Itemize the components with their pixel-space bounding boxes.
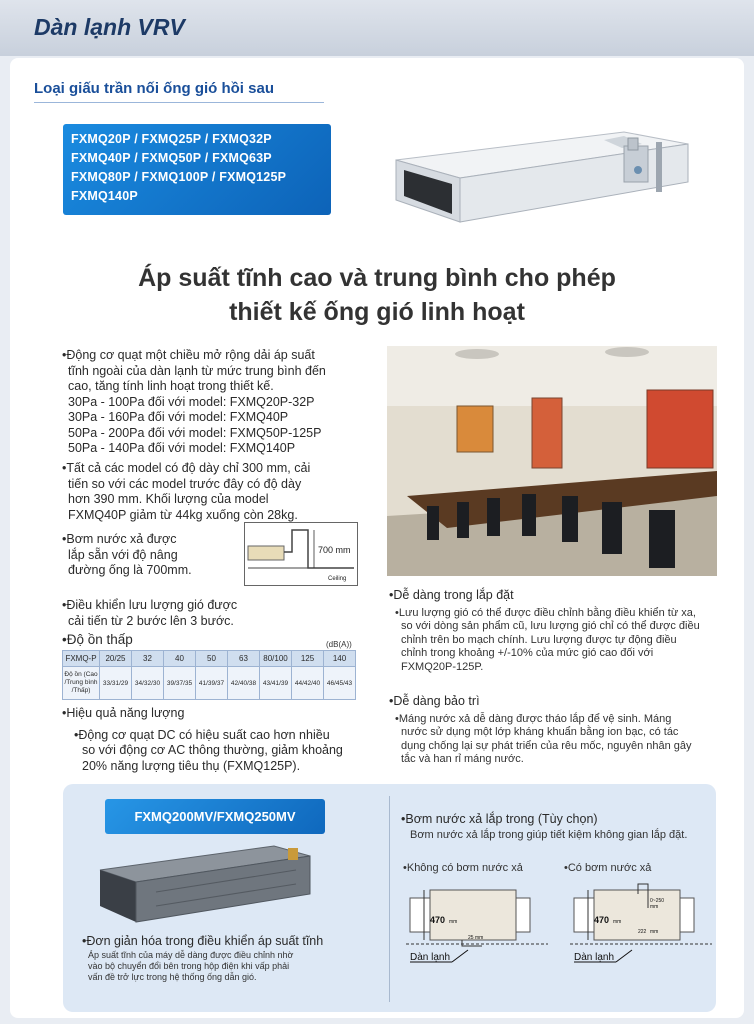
feature-simplify <box>82 934 323 983</box>
text-line: •Động cơ quạt một chiều mở rộng dải áp suất <box>62 348 315 362</box>
indoor-unit-label: Dàn lạnh <box>410 952 451 963</box>
table-cell: 43/41/39 <box>260 667 292 700</box>
feature-airflow <box>62 598 237 629</box>
table-header: 80/100 <box>260 651 292 667</box>
text-line: 20% năng lượng tiêu thụ (FXMQ125P). <box>82 758 301 773</box>
text-line: •Điều khiển lưu lượng gió được <box>62 598 238 612</box>
without-pump-label: •Không có bơm nước xả <box>403 862 523 874</box>
depth-label: 222 <box>638 929 647 935</box>
text-line: vấn đề trở lực trong hệ thống ống dẫn gió. <box>88 971 257 982</box>
without-pump-diagram <box>402 880 552 972</box>
table-header: FXMQ-P <box>63 651 100 667</box>
feature-energy <box>62 706 343 774</box>
text-line: đường ống là 700mm. <box>68 563 192 577</box>
maintenance-title: •Dễ dàng bảo trì <box>389 694 480 708</box>
height-label: 470 <box>430 915 446 925</box>
noise-title: •Độ ồn thấp <box>62 632 133 647</box>
height-label: 470 <box>594 915 610 925</box>
table-cell: 39/37/35 <box>164 667 196 700</box>
section-subtitle: Loại giấu trần nối ống gió hồi sau <box>34 80 274 97</box>
text-line: 50Pa - 200Pa đối với model: FXMQ50P-125P <box>68 425 322 440</box>
unit-mm: mm <box>613 919 622 925</box>
page-title: Dàn lạnh VRV <box>34 14 185 40</box>
model-line: FXMQ80P / FXMQ100P / FXMQ125P <box>71 170 287 184</box>
with-pump-diagram <box>566 880 716 972</box>
text-line: tắc và han rỉ máng nước. <box>401 753 524 765</box>
model-line: FXMQ20P / FXMQ25P / FXMQ32P <box>71 132 272 146</box>
model-line: FXMQ40P / FXMQ50P / FXMQ63P <box>71 151 272 165</box>
clearance-label: 25 mm <box>468 935 484 941</box>
text-line: chỉnh trong khoảng +/-10% của mức gió cao đối với <box>401 647 654 659</box>
unit-mm: mm <box>650 929 659 935</box>
table-cell: 33/31/29 <box>100 667 132 700</box>
text-line: •Bơm nước xả được <box>62 532 177 546</box>
table-header: 50 <box>196 651 228 667</box>
panel-divider <box>389 796 390 1002</box>
text-line: tiến so với các model trước đây có độ dày <box>68 476 302 491</box>
table-header: 40 <box>164 651 196 667</box>
table-header: 63 <box>228 651 260 667</box>
with-pump-label: •Có bơm nước xả <box>564 862 652 874</box>
text-line: vào bộ chuyển đổi bên trong hộp điện khi vấp phải <box>88 960 290 971</box>
text-line: dụng chống lại sự phát triển của rêu mốc, nguyên nhân gây <box>401 739 692 752</box>
headline-line-1: Áp suất tĩnh cao và trung bình cho phép <box>138 264 616 292</box>
conference-room-photo <box>387 346 717 576</box>
table-cell: 44/42/40 <box>292 667 324 700</box>
text-line: •Máng nước xả dễ dàng được tháo lắp để vệ sinh. Máng <box>395 712 672 725</box>
drain-pump-diagram <box>244 522 358 586</box>
model-list-box <box>63 124 331 215</box>
pump-option-title: •Bơm nước xả lắp trong (Tùy chọn) <box>401 812 598 826</box>
table-header: 140 <box>324 651 356 667</box>
feature-static-pressure <box>62 348 326 457</box>
pump-lift-label: 700 mm <box>318 545 351 555</box>
install-title: •Dễ dàng trong lắp đặt <box>389 588 514 602</box>
pump-option-desc: Bơm nước xả lắp trong giúp tiết kiệm không gian lắp đặt. <box>410 829 688 841</box>
text-line: cao, tăng tính linh hoạt trong thiết kế. <box>68 379 274 393</box>
table-cell: 41/39/37 <box>196 667 228 700</box>
table-header: 125 <box>292 651 324 667</box>
noise-unit: (dB(A)) <box>326 640 352 649</box>
table-cell: 46/45/43 <box>324 667 356 700</box>
ceiling-label: Ceiling <box>328 576 347 582</box>
table-header: 20/25 <box>100 651 132 667</box>
noise-table <box>62 650 356 700</box>
indoor-unit-label: Dàn lạnh <box>574 952 615 963</box>
feature-drain-pump <box>62 532 192 579</box>
text-line: •Tất cả các model có độ dày chỉ 300 mm, cải <box>62 461 311 475</box>
row-label-line: /Trung bình <box>64 679 98 686</box>
unit-mm: mm <box>650 904 659 910</box>
mv-model-box: FXMQ200MV/FXMQ250MV <box>105 799 325 834</box>
large-ducted-unit-image <box>96 840 314 926</box>
text-line: lắp sẵn với độ nâng <box>68 547 178 562</box>
feature-maintenance <box>389 694 692 767</box>
table-header: 32 <box>132 651 164 667</box>
ducted-unit-image <box>392 122 692 224</box>
row-label-line: Độ ồn (Cao <box>64 671 98 678</box>
text-line: cải tiến từ 2 bước lên 3 bước. <box>68 613 234 628</box>
row-label <box>63 667 100 700</box>
text-line: chỉnh trên bo mạch chính. Lưu lượng được tự động điều <box>401 633 677 646</box>
text-line: 30Pa - 100Pa đối với model: FXMQ20P-32P <box>68 394 315 409</box>
text-line: •Động cơ quạt DC có hiệu suất cao hơn nhiều <box>74 727 330 742</box>
text-line: so với dòng sản phẩm cũ, lưu lượng gió chỉ có thể được điều <box>401 620 700 632</box>
simplify-title: •Đơn giản hóa trong điều khiển áp suất tĩnh <box>82 934 324 948</box>
row-label-line: /Thấp) <box>71 687 91 694</box>
text-line: hơn 390 mm. Khối lượng của model <box>68 492 269 506</box>
text-line: 30Pa - 160Pa đối với model: FXMQ40P <box>68 410 289 424</box>
text-line: FXMQ40P giảm từ 44kg xuống còn 28kg. <box>68 507 298 522</box>
model-line: FXMQ140P <box>71 189 138 203</box>
text-line: 50Pa - 140Pa đối với model: FXMQ140P <box>68 441 296 455</box>
feature-install <box>389 588 700 674</box>
subtitle-underline <box>34 102 324 103</box>
feature-thickness <box>62 461 310 523</box>
text-line: •Lưu lượng gió có thể được điều chỉnh bằng điều khiển từ xa, <box>395 606 696 619</box>
headline-line-2: thiết kế ống gió linh hoạt <box>229 298 525 326</box>
text-line: tĩnh ngoài của dàn lạnh từ mức trung bình đến <box>68 363 326 378</box>
energy-title: •Hiệu quả năng lượng <box>62 706 185 720</box>
unit-mm: mm <box>449 919 458 925</box>
text-line: FXMQ20P-125P. <box>401 660 484 673</box>
table-cell: 34/32/30 <box>132 667 164 700</box>
text-line: Áp suất tĩnh của máy dễ dàng được điều chỉnh nhờ <box>88 949 294 960</box>
text-line: nước sử dụng một lớp kháng khuẩn bằng ion bạc, có tác <box>401 726 679 738</box>
text-line: so với động cơ AC thông thường, giảm khoảng <box>82 743 343 757</box>
table-cell: 42/40/38 <box>228 667 260 700</box>
pump-lift-range-label: 0~250 <box>650 898 665 904</box>
